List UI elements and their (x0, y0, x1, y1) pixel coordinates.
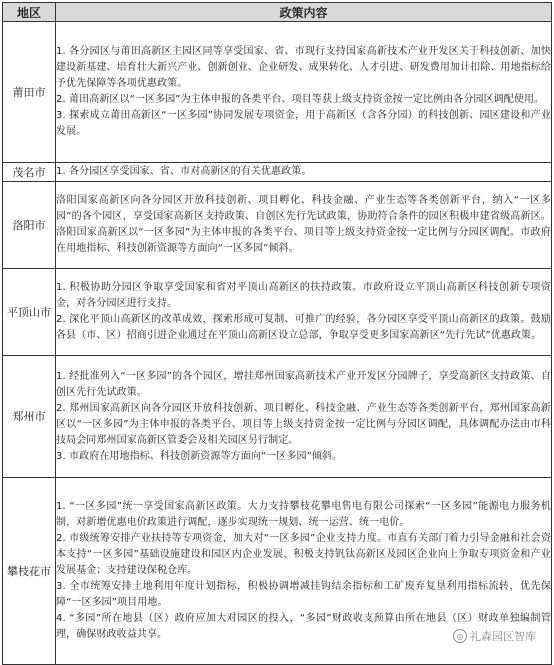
policy-paragraph: 2. 莆田高新区以“一区多园”为主体申报的各类平台、项目等获上级支持资金按一定比例由各分园区调配使用。 (56, 94, 545, 105)
policy-cell (56, 269, 552, 356)
policy-paragraph: 1. “一区多园”统一享受国家高新区政策。大力支持攀枝花攀电售电有限公司探索“一区多园”能源电力服务机制，对新增优惠电价政策进行调配，逐步实现统一规划、统一运营、统一电价。 (56, 501, 551, 528)
region-cell: 洛阳市 (3, 182, 56, 269)
region-cell: 平顶山市 (3, 269, 56, 356)
policy-paragraph: 3. 探索成立莆田高新区“一区多园”协同发展专项资金，用于高新区（含各分园）的科技创新、园区建设和产业发展。 (56, 110, 551, 137)
region-cell: 郑州市 (3, 356, 56, 478)
region-cell: 攀枝花市 (3, 478, 56, 665)
policy-paragraph: 3. 市政府在用地指标、科技创新资源等方面向“一区多园”倾斜。 (56, 450, 343, 462)
policy-cell (56, 163, 552, 182)
policy-paragraph: 2. 深化平顶山高新区的改革成效，探索形成可复制、可推广的经验，各分园区享受平顶山高新区的政策。鼓励各县（市、区）招商引进企业通过在平顶山高新区设立总部，争取享受更多国家高新区“先行先试”优惠政策。 (56, 314, 551, 341)
table-row (3, 163, 552, 182)
header-region: 地区 (3, 3, 56, 22)
table-row (3, 182, 552, 269)
policy-paragraph: 4. “多园”所在地县（区）政府应加大对园区的投入，“多园”财政收支预算由所在地县（区）财政单独编制管理，确保财政收益共享。 (56, 613, 551, 640)
policy-paragraph: 洛阳国家高新区向各分园区开放科技创新、项目孵化、科技金融、产业生态等各类创新平台，纳入“一区多园”的各个园区，享受国家高新区支持政策、自创区先行先试政策，协助符合条件的园区积极申建省级高新区。洛阳国家高新区以“一区多园”为主体申报的各类平台、项目等上级支持资金按一定比例与分园区调配。市政府在用地指标、科技创新资源等方面向“一区多园”倾斜。 (56, 195, 551, 254)
policy-paragraph: 2. 市级统筹安排产业扶持等专项资金，加大对“一区多园”企业支持力度。市直有关部门着力引导金融和社会资本支持“一区多园”基础设施建设和园区内企业发展，积极支持钒钛高新区及园区企业向上争取专项资金和产业发展基金；支持建设保税仓库。 (56, 533, 551, 576)
policy-cell (56, 182, 552, 269)
table-row (3, 356, 552, 478)
table-row (3, 22, 552, 163)
region-cell: 莆田市 (3, 22, 56, 163)
policy-cell (56, 22, 552, 163)
table-row (3, 269, 552, 356)
watermark (451, 628, 538, 644)
policy-table (2, 2, 552, 665)
policy-paragraph: 2. 郑州国家高新区向各分园区开放科技创新、项目孵化、科技金融、产业生态等各类创新平台，郑州国家高新区以“一区多园”为主体申报的各类平台、项目等上级支持资金按一定比例与分园区调配，具体调配办法由市科技局会同郑州国家高新区管委会及相关园区另行制定。 (56, 402, 551, 446)
wechat-icon: ◎ (453, 629, 467, 643)
table-header-row (3, 3, 552, 22)
policy-cell (56, 356, 552, 478)
header-policy: 政策内容 (56, 3, 552, 22)
policy-paragraph: 1. 各分园区享受国家、省、市对高新区的有关优惠政策。 (56, 166, 312, 177)
watermark-text: 礼森园区智库 (470, 630, 536, 643)
policy-paragraph: 1. 各分园区与莆田高新区主园区同等享受国家、省、市现行支持国家高新技术产业开发区关于科技创新、加快建设新基建、培育壮大新兴产业、创新创业、企业研发、成果转化、人才引进、研发费用加计扣除、用地指标给予优先保障等各项优惠政策。 (56, 46, 551, 89)
region-cell: 茂名市 (3, 163, 56, 182)
policy-paragraph: 1. 积极协助分园区争取享受国家和省对平顶山高新区的扶持政策。市政府设立平顶山高新区科技创新专项资金，对各分园区进行支持。 (56, 282, 551, 309)
policy-paragraph: 3. 全市统筹安排土地利用年度计划指标，积极协调增减挂钩结余指标和工矿废弃复垦利用指标流转，优先保障“一区多园”项目用地。 (56, 581, 551, 608)
policy-paragraph: 1. 经批准列入“一区多园”的各个园区，增挂郑州国家高新技术产业开发区分园牌子，享受高新区支持政策、自创区先行先试政策。 (56, 370, 551, 398)
